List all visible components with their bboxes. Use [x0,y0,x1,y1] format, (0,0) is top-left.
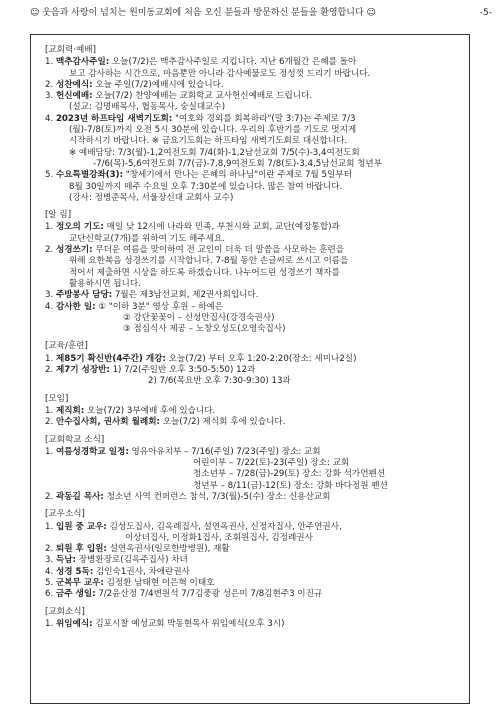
item-heading: 안수집사회, 권사회 월례회: [55,417,160,428]
item-text: (설교: 김명배목사, 협동목사, 숭실대교수) [69,102,226,113]
item-heading: 곽동길 목사: [55,491,104,502]
item-text: 시작하시기 바랍니다. ※ 금요기도회는 하프타임 새벽기도회로 대신합니다. [69,136,348,147]
item-text: "여호와 경외를 회복하라"(말 3:7)는 주제로 7/3 [175,113,356,124]
item-number: 1. [45,618,54,629]
item-text: (강사: 정병준목사, 서울장신대 교회사 교수) [69,192,234,203]
item-text: 오늘(7/2)은 맥추감사주일로 지킵니다. 지난 6개월간 은혜를 돌아 [111,57,357,68]
item-text: 교단신학교(7개)를 위하여 기도 해주세요. [69,233,225,244]
list-item [45,492,459,503]
item-heading: 성찬예식: [55,79,93,90]
item-number: 1. [45,222,54,233]
section-title: [교회학교 소식] [45,434,105,445]
item-text: 김정환 남태현 이은혁 이태호 [106,578,215,589]
item-text: 어린이부 – 7/22(토)-23(주일) 장소: 교회 [193,458,350,469]
item-number: 2. [45,79,54,90]
item-text: 적어서 제출하면 시상을 하도록 하겠습니다. 나누어드린 성경쓰기 책자를 [69,267,340,278]
section-title: [알 림] [45,210,72,221]
list-item [45,354,459,365]
list-item [45,114,459,148]
item-text: 보고 감사하는 시간으로, 마음뿐만 아니라 감사예물로도 정성껏 드리기 바랍니다. [69,68,371,79]
item-number: 1. [45,446,54,457]
item-heading: 득남: [55,555,76,566]
item-text: ※ 예배담당: 7/3(월)-1,2여전도회 7/4(화)-1,2남선교회 7/5(수)-3,4여전도회 [69,147,360,158]
item-text: 오늘(7/2) 부터 오후 1:20-2:20(장소: 세미나2실) [168,353,357,364]
item-heading: 성경 5독: [55,566,94,577]
item-text: 2) 7/6(목요반 오후 7:30-9:30) 13과 [148,376,291,387]
list-item [45,148,459,171]
item-number: 3. [45,91,54,102]
item-number: 1. [45,353,54,364]
list-item [45,589,459,600]
item-heading: 성경쓰기: [55,245,93,256]
section-title: [교육/훈련] [45,341,88,352]
item-heading: 2023년 하프타임 새벽기도회: [55,113,173,124]
list-item [45,365,459,388]
section-title: [교회소식] [45,606,85,617]
list-item [45,555,459,566]
item-text: 설연옥권사(일로한방병원), 재활 [109,544,230,555]
list-item [45,406,459,417]
item-heading: 제85기 확신반(4주간) 개강: [55,353,166,364]
item-text: 매일 낮 12시에 나라와 민족, 부천시와 교회, 교단(예장통합)과 [106,222,340,233]
list-item [45,567,459,578]
item-text: 청소년부 – 7/28(금)-29(토) 장소: 강화 석가언펜션 [193,469,386,480]
item-text: 위해 요한복음 성경쓰기를 시작합니다. 7-8월 동안 손글씨로 쓰시고 이름을 [69,256,349,267]
section-worship [45,45,459,204]
item-heading: 입원 중 교우: [55,521,107,532]
item-heading: 수요특별강좌(3): [55,170,124,181]
item-number: 2. [45,491,54,502]
item-number: 1. [45,405,54,416]
section-title: [모임] [45,393,69,404]
item-text: (월)-7/8(토)까지 오전 5시 30분에 있습니다. 우리의 후반기를 기도로 멋지게 [69,125,357,136]
item-number: 2. [45,365,54,376]
section-education [45,341,459,387]
item-text: 오늘(7/2) 제식회 후에 있습니다. [162,417,286,428]
list-item [45,578,459,589]
item-heading: 헌신예배: [55,91,93,102]
item-text: 장병환장로(김옥주집사) 차녀 [78,555,188,566]
list-item [45,91,459,114]
item-heading: 여름성경학교 일정: [55,446,129,457]
list-item [45,619,459,630]
section-members [45,509,459,600]
item-text: 무더운 여름을 맞이하여 전 교인이 더욱 더 말씀을 사모하는 훈련을 [95,245,345,256]
item-heading: 주방봉사 담당: [55,290,113,301]
item-heading: 감사한 일: [55,301,96,312]
item-text: 7월은 제3남선교회, 제2권사회입니다. [114,290,259,301]
item-number: 2. [45,245,54,256]
section-school [45,435,459,504]
item-text: "창세기에서 만나는 은혜의 하나님"이란 주제로 7월 5일부터 [125,170,352,181]
list-item [45,57,459,80]
item-number: 1. [45,521,54,532]
list-item [45,302,459,336]
item-heading: 제직회: [55,405,85,416]
item-heading: 위임예식: [55,618,93,629]
item-text: ② 강단꽃꽂이 – 신성만집사(강경숙권사) [123,312,275,323]
list-item [45,170,459,204]
list-item [45,290,459,301]
page-number: -5- [479,8,492,18]
item-heading: 퇴원 후 입원: [55,544,107,555]
list-item [45,544,459,555]
item-text: 김성도집사, 김옥례집사, 설연옥권사, 신정자집사, 안주연권사, [109,521,342,532]
item-text: ① "이하 3분" 영상 후원 – 하예은 [98,301,224,312]
item-text: 김포시찰 예성교회 박동현목사 위임예식(오후 3시) [95,618,285,629]
item-text: 8월 30일까지 매주 수요일 오후 7:30분에 있습니다. 많은 참여 바랍니다. [69,181,343,192]
item-text: 영유아유치부 – 7/16(주일) 7/23(주일) 장소: 교회 [131,446,321,457]
item-text: ③ 점심식사 제공 – 노창오성도(오영숙집사) [123,324,286,335]
item-heading: 정오의 기도: [55,222,104,233]
section-meeting [45,394,459,429]
item-number: 4. [45,113,54,124]
item-number: 2. [45,417,54,428]
item-text: 오늘 주일(7/2)예배시에 있습니다. [95,79,224,90]
item-text: 김인숙1권사, 차애란권사 [96,566,190,577]
item-text: 1) 7/2(주일반 오후 3:50-5:50) 12과 [112,365,256,376]
list-item [45,80,459,91]
item-number: 6. [45,589,54,600]
list-item [45,522,459,545]
item-number: 3. [45,290,54,301]
item-text: 청년부 – 8/11(금)-12(토) 장소: 강화 바다정원 펜션 [193,480,388,491]
item-text: 오늘(7/2) 찬양예배는 교회학교 교사헌신예배로 드립니다. [95,91,313,102]
list-item [45,245,459,290]
section-notice [45,210,459,335]
item-text: 오늘(7/2) 3부예배 후에 있습니다. [87,405,216,416]
section-church-news [45,607,459,631]
item-heading: 제7기 성장반: [55,365,110,376]
announcement-box [30,34,470,704]
section-title: [교우소식] [45,509,85,520]
item-number: 3. [45,555,54,566]
section-title: [교회력·예배] [45,45,96,55]
item-number: 5. [45,578,54,589]
list-item [45,417,459,428]
item-number: 4. [45,301,54,312]
item-text: 이상녀집사, 이정화1집사, 조휘원집사, 김정례권사 [125,532,313,543]
list-item [45,222,459,245]
item-number: 5. [45,170,54,181]
welcome-text: ☺ 웃음과 사랑이 넘치는 원미동교회에 처음 오신 분들과 방문하신 분들을 환영합니다 ☺ [30,8,376,18]
item-number: 1. [45,57,54,68]
list-item [45,447,459,492]
item-number: 4. [45,566,54,577]
item-number: 2. [45,544,54,555]
item-text: 청소년 사역 컨퍼런스 참석, 7/3(월)-5(수) 장소: 신용산교회 [106,491,331,502]
item-heading: 맥추감사주일: [55,57,110,68]
item-text: 활용하시면 됩니다. [69,278,141,289]
item-text: 7/2윤산정 7/4변원석 7/7김중광 성은미 7/8김현주3 이진규 [98,589,323,600]
item-text: -7/6(목)-5,6여전도회 7/7(금)-7,8,9여전도회 7/8(토)-3,4,5남선교회 청년부 [93,158,383,169]
item-heading: 금주 생일: [55,589,96,600]
page-header [30,6,496,20]
item-heading: 군복무 교우: [55,578,104,589]
